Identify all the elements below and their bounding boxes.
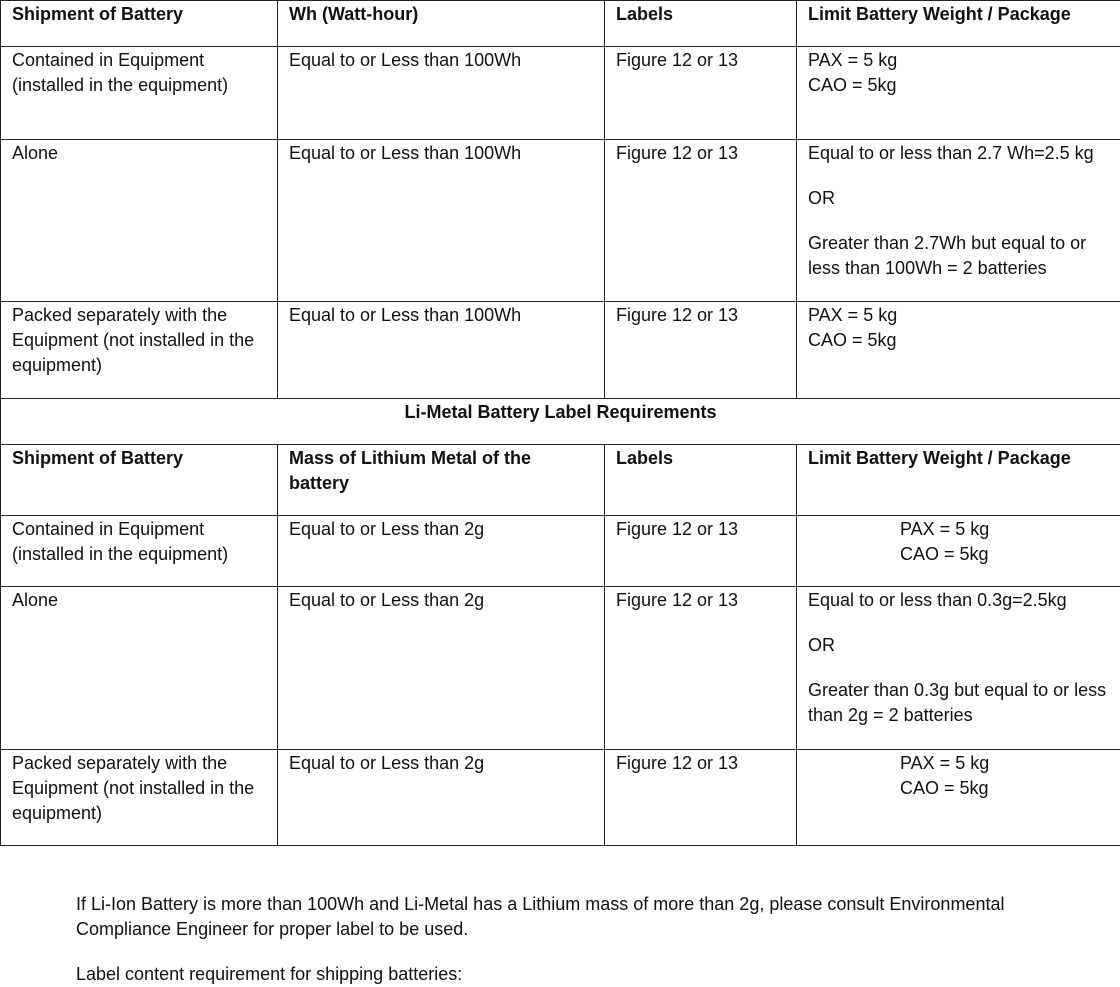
li-ion-header-shipment: Shipment of Battery — [1, 1, 278, 47]
shipment-line: Contained in Equipment — [12, 517, 266, 542]
table-row — [1, 302, 1120, 399]
limit-pax: PAX = 5 kg — [808, 303, 1109, 328]
limit-pax: PAX = 5 kg — [808, 48, 1109, 73]
table-row — [1, 750, 1120, 846]
limit-pax: PAX = 5 kg — [900, 751, 1109, 776]
labels-cell: Figure 12 or 13 — [605, 587, 797, 750]
li-metal-header-labels: Labels — [605, 445, 797, 516]
rating-cell: Equal to or Less than 2g — [278, 516, 605, 587]
shipment-cell: Alone — [1, 587, 278, 750]
rating-cell: Equal to or Less than 100Wh — [278, 140, 605, 302]
labels-cell: Figure 12 or 13 — [605, 302, 797, 399]
shipment-line: Contained in Equipment — [12, 48, 266, 73]
limit-cao: CAO = 5kg — [900, 776, 1109, 801]
li-ion-header-limit: Limit Battery Weight / Package — [797, 1, 1120, 47]
limit-cell — [797, 140, 1120, 302]
labels-cell: Figure 12 or 13 — [605, 516, 797, 587]
limit-line: Equal to or less than 2.7 Wh=2.5 kg — [808, 141, 1109, 166]
shipment-cell: Alone — [1, 140, 278, 302]
limit-or: OR — [808, 186, 1109, 211]
spacer — [808, 166, 1109, 186]
li-metal-header-limit: Limit Battery Weight / Package — [797, 445, 1120, 516]
rating-cell: Equal to or Less than 100Wh — [278, 302, 605, 399]
shipment-cell — [1, 47, 278, 140]
li-ion-header-row — [1, 1, 1120, 47]
labels-cell: Figure 12 or 13 — [605, 47, 797, 140]
table-row — [1, 140, 1120, 302]
limit-cell — [797, 47, 1120, 140]
shipment-cell: Packed separately with the Equipment (not installed in the equipment) — [1, 750, 278, 846]
limit-cao: CAO = 5kg — [808, 73, 1109, 98]
li-ion-header-wh: Wh (Watt-hour) — [278, 1, 605, 47]
limit-cell — [797, 516, 1120, 587]
table-row — [1, 516, 1120, 587]
spacer — [808, 658, 1109, 678]
li-metal-header-shipment: Shipment of Battery — [1, 445, 278, 516]
limit-cell — [797, 587, 1120, 750]
shipment-cell — [1, 516, 278, 587]
table-row — [1, 587, 1120, 750]
limit-pax: PAX = 5 kg — [900, 517, 1109, 542]
labels-cell: Figure 12 or 13 — [605, 750, 797, 846]
limit-cell — [797, 750, 1120, 846]
consult-note: If Li-Ion Battery is more than 100Wh and Li-Metal has a Lithium mass of more than 2g, please consult Environmental Compliance Engineer for proper label to be used. — [76, 892, 1076, 942]
li-metal-caption: Li-Metal Battery Label Requirements — [1, 399, 1120, 445]
shipment-cell: Packed separately with the Equipment (not installed in the equipment) — [1, 302, 278, 399]
li-metal-caption-row — [1, 399, 1120, 445]
rating-cell: Equal to or Less than 100Wh — [278, 47, 605, 140]
limit-line: Greater than 2.7Wh but equal to or less than 100Wh = 2 batteries — [808, 231, 1109, 281]
table-row — [1, 47, 1120, 140]
spacer — [808, 613, 1109, 633]
rating-cell: Equal to or Less than 2g — [278, 587, 605, 750]
spacer — [808, 211, 1109, 231]
limit-cell — [797, 302, 1120, 399]
shipment-line: (installed in the equipment) — [12, 73, 266, 98]
label-content-note: Label content requirement for shipping batteries: — [76, 962, 1076, 987]
li-ion-header-labels: Labels — [605, 1, 797, 47]
limit-line: Equal to or less than 0.3g=2.5kg — [808, 588, 1109, 613]
labels-cell: Figure 12 or 13 — [605, 140, 797, 302]
limit-cao: CAO = 5kg — [900, 542, 1109, 567]
shipment-line: (installed in the equipment) — [12, 542, 266, 567]
limit-line: Greater than 0.3g but equal to or less than 2g = 2 batteries — [808, 678, 1109, 728]
limit-or: OR — [808, 633, 1109, 658]
li-metal-header-row — [1, 445, 1120, 516]
limit-cao: CAO = 5kg — [808, 328, 1109, 353]
rating-cell: Equal to or Less than 2g — [278, 750, 605, 846]
li-metal-header-mass: Mass of Lithium Metal of the battery — [278, 445, 605, 516]
